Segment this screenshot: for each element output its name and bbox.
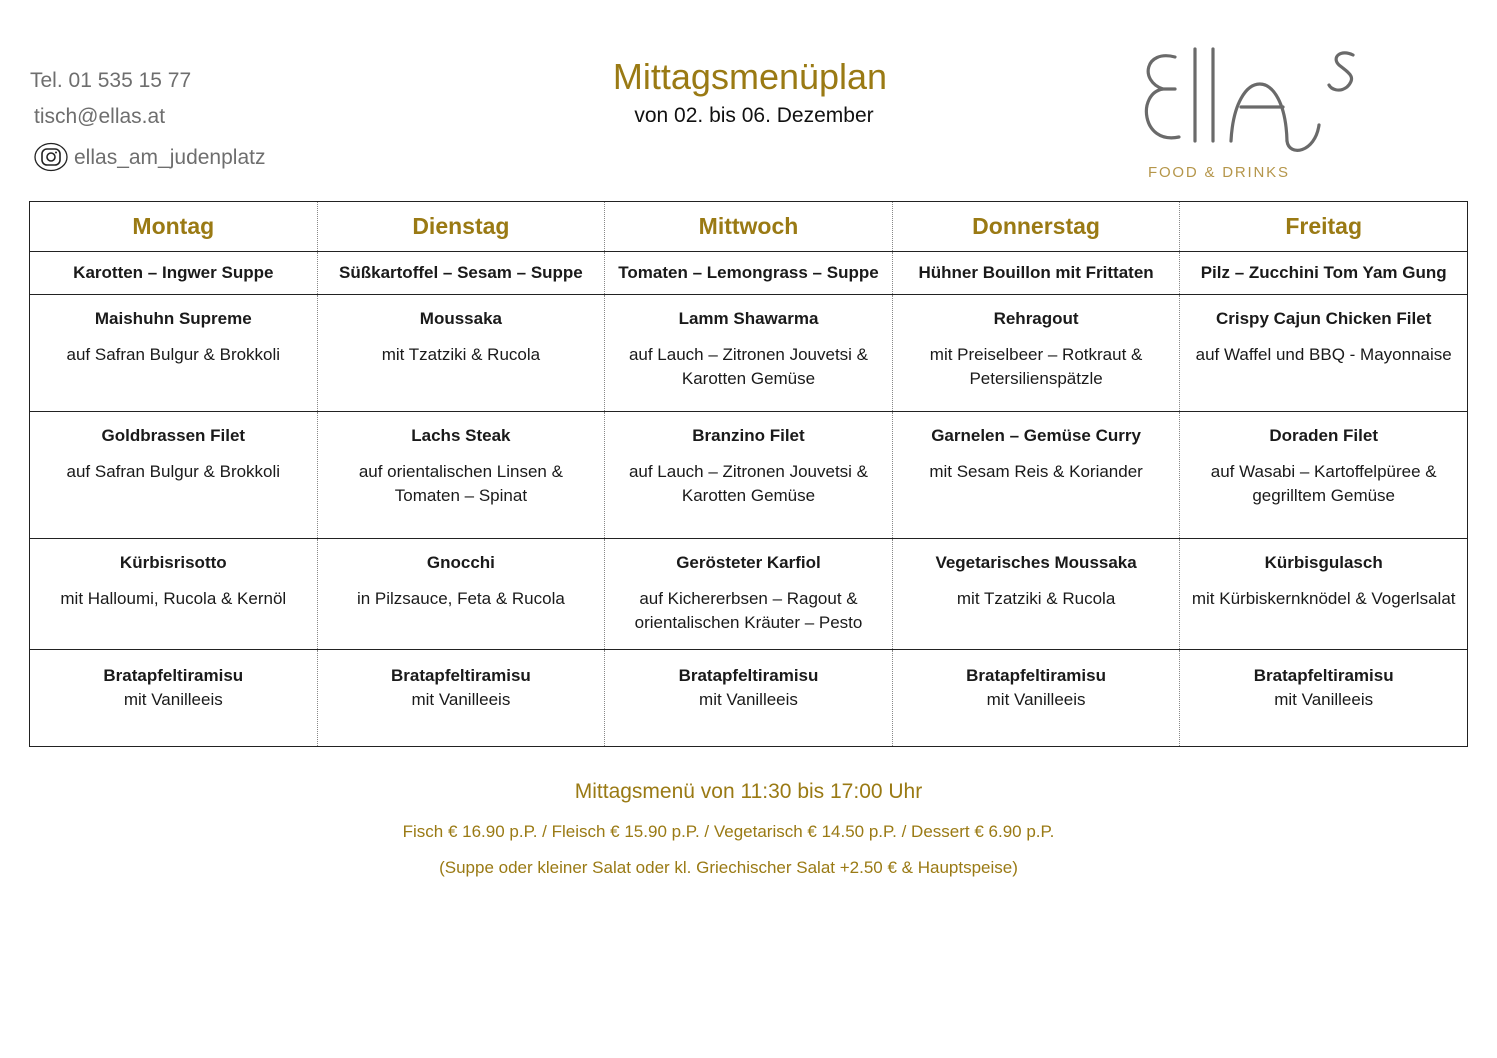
soup-cell: Tomaten – Lemongrass – Suppe	[605, 252, 893, 295]
soup-cell: Süßkartoffel – Sesam – Suppe	[317, 252, 605, 295]
dish-desc: auf Lauch – Zitronen Jouvetsi & Karotten Gemüse	[628, 345, 869, 388]
dessert-name: Bratapfeltiramisu	[966, 666, 1106, 685]
dish-desc: auf Kichererbsen – Ragout & orientalischen Kräuter – Pesto	[634, 589, 863, 632]
dish-desc: auf Safran Bulgur & Brokkoli	[66, 462, 281, 481]
dish-cell	[1180, 412, 1468, 539]
veg-row	[30, 539, 1468, 650]
dessert-name: Bratapfeltiramisu	[1253, 666, 1394, 685]
dish-name: Rehragout	[993, 309, 1079, 328]
dessert-desc: mit Vanilleeis	[699, 690, 798, 709]
dish-desc: in Pilzsauce, Feta & Rucola	[356, 589, 565, 608]
dish-cell	[605, 412, 893, 539]
dessert-desc: mit Vanilleeis	[986, 690, 1086, 709]
day-header: Montag	[30, 202, 318, 252]
dish-name: Gerösteter Karfiol	[676, 553, 821, 572]
dish-name: Lamm Shawarma	[678, 309, 819, 328]
dish-cell	[605, 295, 893, 412]
page-title: Mittagsmenüplan	[612, 56, 888, 97]
dessert-cell	[892, 650, 1180, 747]
dish-desc: auf Waffel und BBQ - Mayonnaise	[1195, 345, 1452, 364]
dish-name: Garnelen – Gemüse Curry	[931, 426, 1141, 445]
dessert-cell	[317, 650, 605, 747]
dessert-name: Bratapfeltiramisu	[103, 666, 244, 685]
dish-desc: auf Lauch – Zitronen Jouvetsi & Karotten Gemüse	[628, 462, 869, 505]
dish-cell	[892, 412, 1180, 539]
dish-cell	[30, 539, 318, 650]
soup-cell: Hühner Bouillon mit Frittaten	[892, 252, 1180, 295]
dessert-cell	[1180, 650, 1468, 747]
day-header: Donnerstag	[892, 202, 1180, 252]
dish-name: Crispy Cajun Chicken Filet	[1215, 309, 1432, 328]
dessert-row	[30, 650, 1468, 747]
instagram-handle[interactable]	[34, 142, 265, 172]
dessert-cell	[605, 650, 893, 747]
day-header: Dienstag	[317, 202, 605, 252]
dessert-name: Bratapfeltiramisu	[678, 666, 819, 685]
dish-cell	[317, 539, 605, 650]
dessert-name: Bratapfeltiramisu	[390, 666, 531, 685]
dish-desc: auf Safran Bulgur & Brokkoli	[66, 345, 281, 364]
dish-cell	[1180, 539, 1468, 650]
dish-desc: mit Tzatziki & Rucola	[956, 589, 1116, 608]
dish-name: Doraden Filet	[1269, 426, 1378, 445]
instagram-label: ellas_am_judenplatz	[74, 145, 266, 169]
dish-cell	[30, 295, 318, 412]
soup-cell: Karotten – Ingwer Suppe	[30, 252, 318, 295]
dish-name: Gnocchi	[426, 553, 495, 572]
price-list: Fisch € 16.90 p.P. / Fleisch € 15.90 p.P. / Vegetarisch € 14.50 p.P. / Dessert € 6.90 p.P.	[402, 822, 1055, 841]
dish-name: Goldbrassen Filet	[101, 426, 246, 445]
dish-name: Kürbisgulasch	[1264, 553, 1383, 572]
logo-tagline: FOOD & DRINKS	[1148, 164, 1290, 181]
dish-cell	[317, 295, 605, 412]
dessert-desc: mit Vanilleeis	[123, 690, 223, 709]
dessert-desc: mit Vanilleeis	[411, 690, 511, 709]
soup-row	[30, 252, 1468, 295]
dish-cell	[892, 539, 1180, 650]
dish-desc: mit Preiselbeer – Rotkraut & Petersilienspätzle	[929, 345, 1143, 388]
meat-row	[30, 295, 1468, 412]
menu-table	[29, 201, 1468, 747]
dish-desc: auf Wasabi – Kartoffelpüree & gegrilltem Gemüse	[1210, 462, 1437, 505]
email-address[interactable]: tisch@ellas.at	[34, 105, 166, 128]
soup-cell: Pilz – Zucchini Tom Yam Gung	[1180, 252, 1468, 295]
instagram-icon	[34, 142, 68, 172]
dish-cell	[30, 412, 318, 539]
dish-desc: mit Tzatziki & Rucola	[381, 345, 541, 364]
dessert-cell	[30, 650, 318, 747]
dish-desc: auf orientalischen Linsen & Tomaten – Spinat	[358, 462, 563, 505]
day-header: Freitag	[1180, 202, 1468, 252]
dish-desc: mit Halloumi, Rucola & Kernöl	[60, 589, 287, 608]
date-range: von 02. bis 06. Dezember	[634, 104, 874, 127]
day-header-row	[30, 202, 1468, 252]
dish-desc: mit Kürbiskernknödel & Vogerlsalat	[1191, 589, 1456, 608]
day-header: Mittwoch	[605, 202, 893, 252]
dish-name: Vegetarisches Moussaka	[935, 553, 1137, 572]
fish-row	[30, 412, 1468, 539]
dish-name: Kürbisrisotto	[119, 553, 227, 572]
phone-number[interactable]: Tel. 01 535 15 77	[30, 69, 192, 92]
dessert-desc: mit Vanilleeis	[1274, 690, 1374, 709]
dish-cell	[317, 412, 605, 539]
dish-name: Branzino Filet	[692, 426, 805, 445]
dish-name: Moussaka	[419, 309, 502, 328]
dish-cell	[1180, 295, 1468, 412]
dish-cell	[605, 539, 893, 650]
dish-cell	[892, 295, 1180, 412]
opening-hours: Mittagsmenü von 11:30 bis 17:00 Uhr	[574, 780, 923, 803]
dish-desc: mit Sesam Reis & Koriander	[929, 462, 1143, 481]
dish-name: Maishuhn Supreme	[94, 309, 252, 328]
price-note: (Suppe oder kleiner Salat oder kl. Griechischer Salat +2.50 € & Hauptspeise)	[439, 858, 1018, 877]
dish-name: Lachs Steak	[411, 426, 511, 445]
